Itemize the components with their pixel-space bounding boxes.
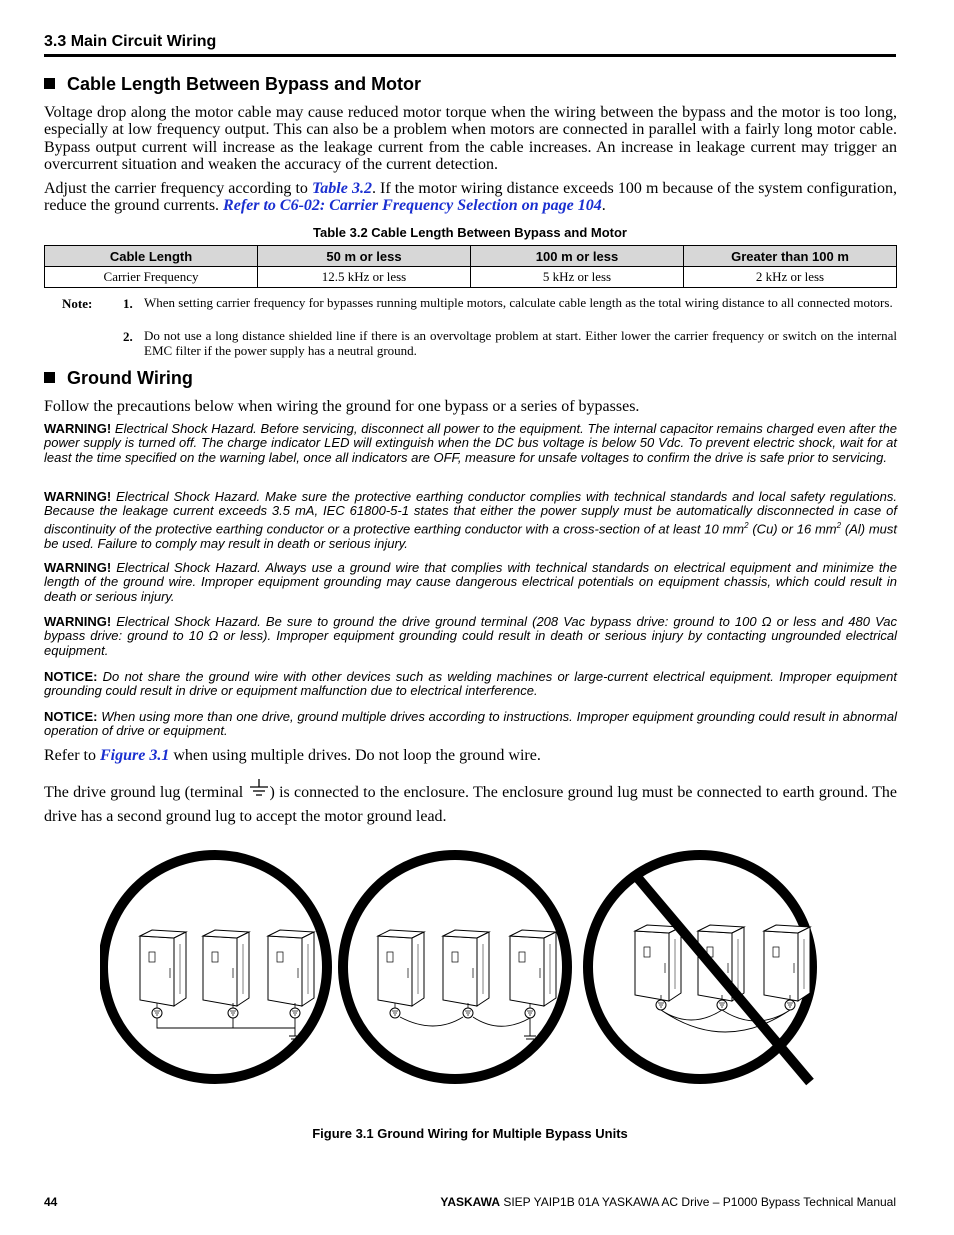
header-rule [44,54,896,57]
lug-text-b: ) is connected to the enclosure. The enclosure ground lug must be connected to earth ground. The drive has a second ground lug to accept the motor ground lead. [44,784,897,825]
para2-text-c: . [601,197,606,215]
warning-label: WARNING! [44,614,112,629]
warning-text: Electrical Shock Hazard. Be sure to ground the drive ground terminal (208 Vac bypass drive: ground to 100 Ω or less and 480 Vac bypass drive: ground to 10 Ω or less). Improper equipment grounding could result in death or serious injury by contacting ungrounded electrical equipment. [44,614,897,658]
table-header-cell: 100 m or less [471,246,684,267]
warning-label: WARNING! [44,560,112,575]
table-header-row [45,246,897,267]
footer-brand: YASKAWA [440,1195,500,1209]
footer-doc-title: SIEP YAIP1B 01A YASKAWA AC Drive – P1000 Bypass Technical Manual [500,1195,896,1209]
ground-wiring-heading [44,368,193,389]
note-text: Do not use a long distance shielded line if there is an overvoltage problem at start. Either lower the carrier frequency or switch on the internal EMC filter if the power supply has a neutral ground. [144,328,897,358]
cable-length-paragraph-2 [44,180,897,215]
warning-text: (Cu) or 16 mm [748,521,837,537]
table-cell: 12.5 kHz or less [258,267,471,288]
notice-block [44,710,897,739]
superscript: 2 [744,520,749,530]
table-cell: 2 kHz or less [684,267,897,288]
figure-3-1-link[interactable]: Figure 3.1 [99,747,170,764]
heading-square-icon [44,78,55,89]
notice-block [44,670,897,699]
table-header-cell: Cable Length [45,246,258,267]
correct-ground-wiring-diagram-2 [343,855,567,1079]
ground-wiring-heading-text: Ground Wiring [67,368,193,388]
running-head: 3.3 Main Circuit Wiring [44,33,217,50]
ground-intro-paragraph: Follow the precautions below when wiring the ground for one bypass or a series of bypasses. [44,398,640,415]
table-row [45,267,897,288]
notice-label: NOTICE: [44,669,98,684]
table-cell: 5 kHz or less [471,267,684,288]
warning-text: Electrical Shock Hazard. Before servicing, disconnect all power to the equipment. The internal capacitor remains charged even after the power supply is turned off. The charge indicator LED will extinguish when the DC bus voltage is below 50 Vdc. To prevent electric shock, wait for at least the time specified on the warning label, once all indicators are OFF, measure for unsafe voltages to confirm the drive is safe prior to servicing. [44,421,897,465]
warning-label: WARNING! [44,489,112,504]
ground-terminal-icon [248,778,270,800]
warning-text: Electrical Shock Hazard. Always use a ground wire that complies with technical standards on electrical equipment and minimize the length of the ground wire. Improper equipment grounding may cause dangerous electrical potentials on equipment chassis, which could result in death or serious injury. [44,560,897,604]
table-3-2-link[interactable]: Table 3.2 [312,180,372,197]
refer-text-a: Refer to [44,747,100,764]
figure-caption: Figure 3.1 Ground Wiring for Multiple Bypass Units [312,1126,628,1141]
warning-text: Electrical Shock Hazard. Make sure the protective earthing conductor complies with technical standards and local safety regulations. Because the leakage current exceeds 3.5 mA, IEC 61800-5-1 states that either the power supply must be automatically disconnected in case of discontinuity of the protective earthing conductor or a protective earthing conductor with a cross-section of at least 10 mm [44,489,897,537]
ground-lug-paragraph [44,778,897,829]
ground-wiring-figure [100,840,900,1090]
note-number: 2. [123,329,133,344]
cable-length-paragraph-1: Voltage drop along the motor cable may cause reduced motor torque when the wiring between the bypass and the motor is too long, especially at low frequency output. This can also be a problem when motors are connected in parallel with a fairly long motor cable. Bypass output current will increase as the leakage current from the cable increases. An increase in leakage current may trigger an overcurrent situation and weaken the accuracy of the current detection. [44,104,897,174]
warning-block [44,490,897,551]
table-header-cell: 50 m or less [258,246,471,267]
table-header-cell: Greater than 100 m [684,246,897,267]
cable-length-heading [44,74,421,95]
cable-length-heading-text: Cable Length Between Bypass and Motor [67,74,422,94]
notice-label: NOTICE: [44,709,98,724]
refer-text-b: when using multiple drives. Do not loop the ground wire. [169,747,541,764]
table-cell: Carrier Frequency [45,267,258,288]
refer-figure-paragraph [44,747,897,764]
warning-block [44,615,897,658]
para2-text-b: . If the motor wiring distance exceeds 100 m because of the system configuration, reduce the ground currents. [44,180,898,215]
superscript: 2 [836,520,842,530]
notice-text: When using more than one drive, ground multiple drives according to instructions. Improper equipment grounding could result in abnormal operation of drive or equipment. [44,709,897,739]
heading-square-icon [44,372,55,383]
page-footer [440,1195,896,1209]
note-text: When setting carrier frequency for bypasses running multiple motors, calculate cable length as the total wiring distance to all connected motors. [144,295,893,310]
table-caption: Table 3.2 Cable Length Between Bypass and Motor [313,225,627,240]
para2-text-a: Adjust the carrier frequency according to [44,180,312,197]
note-number: 1. [123,296,133,311]
correct-ground-wiring-diagram-1 [103,855,327,1079]
page-number: 44 [44,1195,58,1209]
note-label: Note: [62,296,93,311]
warning-block [44,422,897,465]
lug-text-a: The drive ground lug (terminal [44,784,248,801]
incorrect-ground-loop-diagram [588,855,812,1082]
notice-text: Do not share the ground wire with other devices such as welding machines or large-current electrical equipment. Improper equipment grounding could result in drive or equipment malfunction due to electrical interference. [44,669,897,699]
warning-text: (Al) must be used. Failure to comply may result in death or serious injury. [44,521,897,551]
c6-02-reference-link[interactable]: Refer to C6-02: Carrier Frequency Selection on page 104 [223,197,602,215]
cable-length-table [44,245,897,288]
warning-label: WARNING! [44,421,112,436]
warning-block [44,561,897,604]
